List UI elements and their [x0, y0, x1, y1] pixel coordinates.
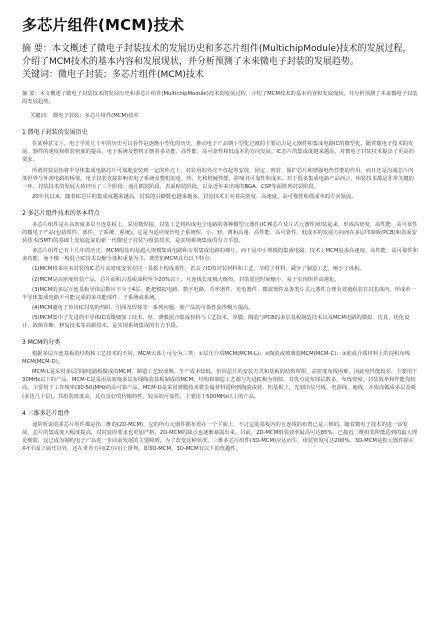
section-heading: 1 微电子封装的发展历史: [22, 129, 88, 137]
paragraph: MCM-L是采用多层印制电路板做成的MCM，制造工艺较成熟，生产成本较低，但因芯片的安装方式和基板的结构所限，高密度布线困难，因此电性能较差，主要用于30MHz以下的产品。MCM-C是采用高密度多层布线陶瓷基板制成的MCM，结构和制造工艺都与先进IC极为相似，其优点是布线层数多，布线密度、封装效率和性能均较高，主要用于工作频率(30-50)MHz的高可靠产品。MCM-D是采用薄膜技术将金属材料淀积到陶瓷或硅、铝基板上，光刻出信号线、电源线、地线，并依次做成多层基板(多达几十层)。其组装密度高，具有良好的传输特性，较高的可靠性，主要用于500MHz以上的产品。: [22, 369, 418, 400]
list-item: (5)MCM集中了先进的半导体IC的微细加工技术，厚、薄膜混合集成材料与工艺技术，厚膜、陶瓷与PCB的多层基板制造技术以及MCM电路的模拟、仿真、优化设计、故障诊断、修复技术等高新技术。是实现系统集成的有力手段。: [22, 314, 410, 329]
body-abstract: 摘 要：本文概述了微电子封装技术的发展历史和多芯片组件(MultichipModule)技术的发展过程，介绍了MCM技术的基本内容和发展现状，并分析预测了未来微电子封装的发展趋势。: [22, 91, 418, 106]
section-1: [22, 128, 418, 201]
abstract-text: 本文概述了微电子封装技术的发展历史和多芯片组件(MultichipModule)技术的发展过程，介绍了MCM技术的基本内容和发展现状，并分析预测了未来微电子封装的发展趋势。: [22, 44, 412, 67]
keywords-text: 微电子封装；多芯片组件(MCM)技术: [58, 70, 204, 80]
paragraph: 根据多层互连基板的结构和工艺技术的不同，MCM大体上可分为三类：①层压介质MCM(MCM-L)；②陶瓷或玻璃瓷MCM(MCM-C)；③硅或介质材料上的淀积布线MCM(MCM-D)。: [22, 351, 410, 366]
list-item: (3)MCM的多层互连基板导体层数应不少于4层，能把模拟电路、数字电路、功率器件、光电器件、微波器件及各类片式元器件合理有效地组装在封装体内，形成单一半导体集成电路不可能完成的多功能部件、子系统或系统。: [22, 286, 416, 301]
section-heading: 4 三维多芯片组件: [22, 409, 70, 417]
section-heading: 3 MCM的分类: [22, 339, 61, 347]
abstract-label: 摘 要：: [22, 44, 52, 54]
keywords-label: 关键词：: [22, 70, 59, 80]
section-4: [22, 409, 418, 453]
body-keywords: 关键词： 微电子封装；多芯片组件(MCM)技术: [30, 113, 139, 120]
section-2: [22, 209, 418, 330]
paragraph: 所谓封装是指将半导体集成电路芯片可靠地安装到一定的外壳上，封装用的外壳不仅起着安放、固定、密封、保护芯片和增强电热性能的作用，而且还是沟通芯片内部世界与外部电路的桥梁。电子封装直接影响着电子系统及整机的电、热、光和机械性能，影响其可靠性和成本。对于很多集成电路产品而言，组装技术都是非常关键的一环。封装技术的发展大致经历了三个阶段：通孔插装阶段，表面贴装阶段，以及近年来出现的BGA、CSP等面阵列封装阶段。: [22, 167, 414, 190]
paragraph: 通常所说的多芯片组件都是指二维的(2D-MCM)，它的所有元器件都布置在一个平面上，不过它的基板内的互连线的布置已是三维的。随着微电子技术的进一步发展，芯片的集成度大幅度提高，对封装的要求也更加严格，2D-MCM的缺点也逐渐暴露出来。目前，2D-MCM组装效率最高可达85%，已接近二维组装所能达到的最大理论极限，这已成为制约电子产品进一步向前发展的主要障碍。为了改变这种状况，三维多芯片组件(3D-MCM)应运而生，组装密度可达200%。3D-MCM是指元器件除在X-Y平面上展开以外，还在垂直方向(Z方向)上排列，即3D-MCM，3D-MCM有以下的优越性。: [22, 421, 418, 452]
abstract: [22, 43, 418, 69]
paragraph: 多芯片组件是在高密度多层互连基板上，采用微焊接、封装工艺将构成电子电路的各种微型元器件(IC裸芯片及片式元器件)组装起来，形成高密度、高性能、高可靠性的微电子产品(包括组件、部件、子系统、系统)。它是为适应现代电子系统短、小、轻、薄和高速、高性能、高可靠性、低成本的发展方向而在多层印制板(PCB)和表面安装技术(SMT)的基础上发展起来的新一代微电子封装与组装技术，是实现系统集成的有力手段。: [22, 221, 418, 245]
list-item: (4)MCM避免了单块IC封装的热阻、引线及焊接等一系列问题，使产品的可靠性获得极大提高。: [32, 304, 254, 311]
paragraph: 多芯片组件已有十几年的历史，MCM组装的是超大规模集成电路和专用集成电路的裸片，而不是中小规模的集成电路，技术上MCM追求高速度、高性能、高可靠性和多功能，而不像一般混合IC技术以缩小体积重量为主。典型的MCM具有以下特点：: [22, 248, 418, 263]
list-item: (2)MCM是高密度组装产品，芯片面积占基板面积至少20%以上，互连线长度极大缩短，封装延迟时间缩小，易于实现组件高速化。: [32, 276, 340, 283]
paragraph: 20年代以来，随着IC芯片的集成度越来越高，封装的引脚数也越来越多，封装技术正向着高密度、高速度、高可靠性和低成本的方向发展。: [32, 193, 357, 200]
section-heading: 2 多芯片组件技术的基本特点: [22, 209, 100, 217]
list-item: (1)MCM将多块未封装的IC芯片高密度安装在同一基板上构成部件，省去了IC的封装材料和工艺，节约了材料，减少了制造工艺，缩小了体积。: [32, 266, 365, 273]
section-3: [22, 338, 418, 401]
page-title: 多芯片组件(MCM)技术: [22, 16, 184, 34]
paragraph: 在某种意义上，电子学近几十年的历史可以看作是逐渐小型化的历史，推动电子产品朝小型化过渡的主要动力是元器件和集成电路IC的微型化。随着微电子技术的发展，器件的速度和组装密度的提高，电子系统及整机正朝着多功能、高性能、高可靠性和低成本的方向发展。IC芯片的集成度越来越高，对微电子封装技术提出了更高的要求。: [22, 141, 414, 164]
keywords: [22, 69, 418, 82]
